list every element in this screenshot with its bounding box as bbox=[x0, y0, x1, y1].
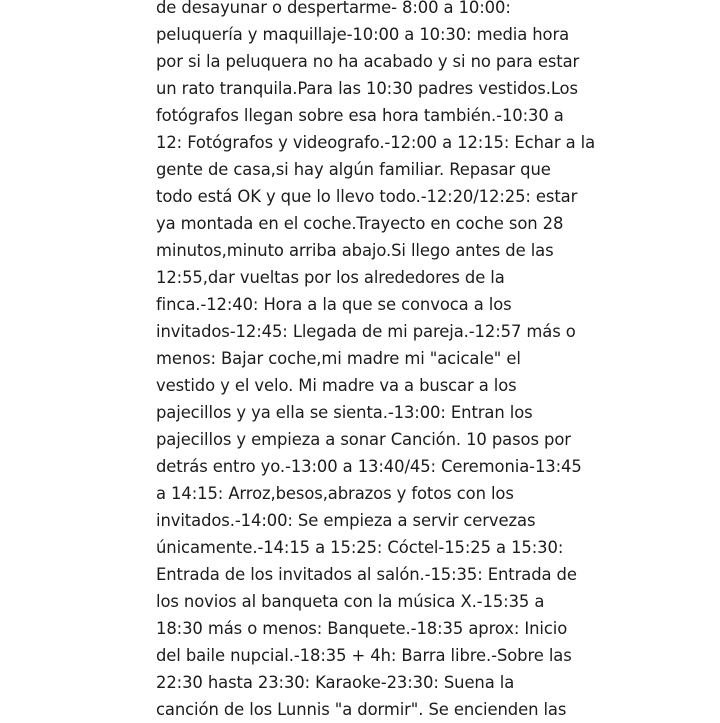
text-line: pajecillos y empieza a sonar Canción. 10 pasos por bbox=[156, 430, 571, 449]
text-line: 12: Fotógrafos y videografo.-12:00 a 12:15: Echar a la bbox=[156, 133, 596, 152]
text-line: canción de los Lunnis "a dormir". Se encienden las bbox=[156, 700, 567, 719]
text-line: menos: Bajar coche,mi madre mi "acicale" el bbox=[156, 349, 521, 368]
text-line: por si la peluquera no ha acabado y si no para estar bbox=[156, 52, 580, 71]
text-line: un rato tranquila.Para las 10:30 padres vestidos.Los bbox=[156, 79, 578, 98]
text-line: Entrada de los invitados al salón.-15:35: Entrada de bbox=[156, 565, 577, 584]
text-line: todo está OK y que lo llevo todo.-12:20/12:25: estar bbox=[156, 187, 578, 206]
text-line: gente de casa,si hay algún familiar. Repasar que bbox=[156, 160, 551, 179]
text-line: detrás entro yo.-13:00 a 13:40/45: Ceremonia-13:45 bbox=[156, 457, 582, 476]
text-line: invitados-12:45: Llegada de mi pareja.-12:57 más o bbox=[156, 322, 576, 341]
text-line: del baile nupcial.-18:35 + 4h: Barra libre.-Sobre las bbox=[156, 646, 572, 665]
text-line: de desayunar o despertarme- 8:00 a 10:00: bbox=[156, 0, 511, 17]
text-line: vestido y el velo. Mi madre va a buscar a los bbox=[156, 376, 517, 395]
text-line: peluquería y maquillaje-10:00 a 10:30: media hora bbox=[156, 25, 570, 44]
text-line: pajecillos y ya ella se sienta.-13:00: Entran los bbox=[156, 403, 533, 422]
text-line: a 14:15: Arroz,besos,abrazos y fotos con los bbox=[156, 484, 514, 503]
text-line: únicamente.-14:15 a 15:25: Cóctel-15:25 a 15:30: bbox=[156, 538, 564, 557]
text-line: 22:30 hasta 23:30: Karaoke-23:30: Suena la bbox=[156, 673, 515, 692]
text-line: 12:55,dar vueltas por los alrededores de la bbox=[156, 268, 505, 287]
text-line: minutos,minuto arriba abajo.Si llego antes de las bbox=[156, 241, 554, 260]
text-line: fotógrafos llegan sobre esa hora también.-10:30 a bbox=[156, 106, 564, 125]
text-line: 18:30 más o menos: Banquete.-18:35 aprox: Inicio bbox=[156, 619, 568, 638]
text-line: ya montada en el coche.Trayecto en coche son 28 bbox=[156, 214, 564, 233]
text-line: invitados.-14:00: Se empieza a servir cervezas bbox=[156, 511, 536, 530]
text-line: los novios al banqueta con la música X.-15:35 a bbox=[156, 592, 545, 611]
schedule-text-block bbox=[156, 0, 596, 723]
text-line: finca.-12:40: Hora a la que se convoca a los bbox=[156, 295, 512, 314]
